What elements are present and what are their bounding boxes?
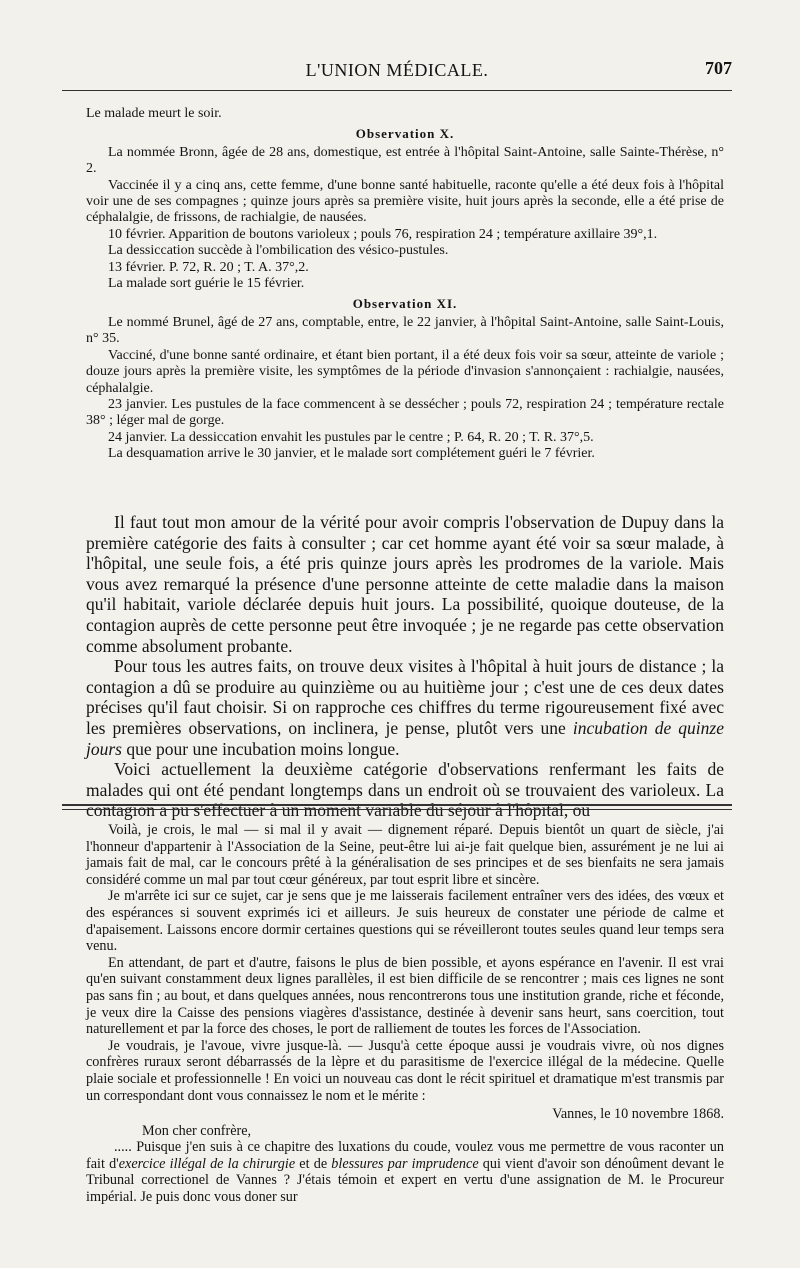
commentary-paragraph: Pour tous les autres faits, on trouve deux visites à l'hôpital à huit jours de distance ; la contagion a dû se produire au quinzième ou au huitième jour ; c'est une de ces deux dates précises qu'il faut choisir. Si on rapproche ces chiffres du terme rigoureusement fixé avec les premières observations, on inclinera, je pense, plutôt vers une incubation de quinze jours que pour une incubation moins longue. [86,656,724,759]
feuilleton-section [86,822,724,1206]
letter-paragraph: ..... Puisque j'en suis à ce chapitre des luxations du coude, voulez vous me permettre de vous raconter un fait d'exercice illégal de la chirurgie et de blessures par imprudence qui vient d'avoir son dénoûment devant le Tribunal correctionel de Vannes ? J'étais témoin et expert en vertu d'une assignation de M. le Procureur impérial. Je puis donc vous doner sur [86,1139,724,1206]
commentary-paragraph: Il faut tout mon amour de la vérité pour avoir compris l'observation de Dupuy dans la première catégorie des faits à consulter ; car cet homme ayant été voir sa sœur malade, à l'hôpital, une seule fois, a été pris quinze jours après les prodromes de la variole. Mais vous avez remarqué la présence d'une personne atteinte de cette maladie dans la maison qu'il habitait, variole déclarée depuis huit jours. La possibilité, quoique douteuse, de la contagion auprès de cette personne peut être invoquée ; je ne regarde pas cette observation comme absolument probante. [86,512,724,656]
feuilleton-rule-thin [62,809,732,810]
feuilleton-rule [62,804,732,806]
feuilleton-paragraph: Voilà, je crois, le mal — si mal il y avait — dignement réparé. Depuis bientôt un quart de siècle, j'ai l'honneur d'appartenir à l'Association de la Seine, peut-être lui ai-je fait quelque bien, assurément je ne lui ai jamais fait de mal, car le concours prêté à la généralisation de ses principes et de ses bienfaits ne sera jamais considéré comme un mal par tout cœur généreux, par tout esprit libre et sincère. [86,822,724,888]
closing-line: Le malade meurt le soir. [86,106,222,121]
obs-x-paragraph: Vaccinée il y a cinq ans, cette femme, d'une bonne santé habituelle, raconte qu'elle a été deux fois à l'hôpital voir une de ses compagnes ; quinze jours après sa première visite, huit jours après la seconde, elle a été prise de céphalalgie, de frissons, de rachialgie, de nausées. [86,177,724,226]
feuilleton-paragraph: Je m'arrête ici sur ce sujet, car je sens que je me laisserais facilement entraîner vers des idées, des vœux et des espérances si souvent exprimés ici et ailleurs. Je suis heureux de constater une période de calme et d'apaisement. Laissons encore dormir certaines questions qui se réveilleront toutes seules quand leur temps sera venu. [86,888,724,955]
obs-xi-paragraph: Le nommé Brunel, âgé de 27 ans, comptable, entre, le 22 janvier, à l'hôpital Saint-Antoine, salle Saint-Louis, n° 35. [86,314,724,347]
obs-x-paragraph: La malade sort guérie le 15 février. [108,276,305,292]
obs-xi-paragraph: Vacciné, d'une bonne santé ordinaire, et étant bien portant, il a été deux fois voir sa sœur, atteinte de variole ; douze jours après la première visite, les symptômes de la période d'invasion s'annonçaient : rachialgie, nausées, céphalalgie. [86,347,724,396]
obs-xi-paragraph: 24 janvier. La dessiccation envahit les pustules par le centre ; P. 64, R. 20 ; T. R. 37°,5. [108,429,594,445]
obs-xi-paragraph: La desquamation arrive le 30 janvier, et le malade sort complétement guéri le 7 février. [108,446,595,462]
obs-x-paragraph: La nommée Bronn, âgée de 28 ans, domestique, est entrée à l'hôpital Saint-Antoine, salle Sainte-Thérèse, n° 2. [86,144,724,177]
observations-section [86,106,724,463]
letter-salutation: Mon cher confrère, [142,1122,252,1139]
page-header [62,56,732,86]
observation-xi-heading: Observation XI. [352,296,458,312]
emphasis: exercice illégal de la chirurgie [118,1155,296,1172]
commentary-paragraph: Voici actuellement la deuxième catégorie d'observations renfermant les faits de malades qui ont été pendant longtemps dans un endroit où se trouvaient des varioleux. La contagion a pu s'effectuer à un moment variable du séjour à l'hôpital, ou [86,759,724,821]
obs-x-paragraph: 13 février. P. 72, R. 20 ; T. A. 37°,2. [108,259,309,275]
page-number: 707 [705,58,732,78]
letter-dateline: Vannes, le 10 novembre 1868. [552,1106,724,1123]
obs-x-paragraph: La dessiccation succède à l'ombilication des vésico-pustules. [108,243,449,259]
obs-xi-paragraph: 23 janvier. Les pustules de la face commencent à se dessécher ; pouls 72, respiration 24 ; température rectale 38° ; léger mal de gorge. [86,396,724,429]
obs-x-paragraph: 10 février. Apparition de boutons varioleux ; pouls 76, respiration 24 ; température axillaire 39°,1. [108,226,658,242]
emphasis: blessures par imprudence [331,1155,479,1172]
header-rule [62,90,732,91]
observation-x-heading: Observation X. [355,126,455,142]
emphasis: incubation de quinze jours [86,717,724,759]
feuilleton-paragraph: En attendant, de part et d'autre, faisons le plus de bien possible, et ayons espérance en l'avenir. Il est vrai qu'en suivant constamment deux lignes parallèles, il est bien difficile de se rencontrer ; mais ces lignes ne sont pas sans fin ; au bout, et dans quelques années, nous rencontrerons tous une institution grande, riche et féconde, je veux dire la Caisse des pensions viagères d'assistance, destinée à devenir sans heurt, sans coercition, tout naturellement et par la force des choses, le port de ralliement de toutes les forces de l'Association. [86,954,724,1038]
journal-title: L'UNION MÉDICALE. [305,60,489,80]
main-commentary [86,512,724,821]
feuilleton-paragraph: Je voudrais, je l'avoue, vivre jusque-là. — Jusqu'à cette époque aussi je voudrais vivre, où nos dignes confrères ruraux seront débarrassés de la lèpre et du parasitisme de l'exercice illégal de la médecine. Quelle plaie sociale et professionnelle ! En voici un nouveau cas dont le récit spirituel et dramatique m'est transmis par un correspondant dont vous connaissez le nom et le mérite : [86,1037,724,1104]
